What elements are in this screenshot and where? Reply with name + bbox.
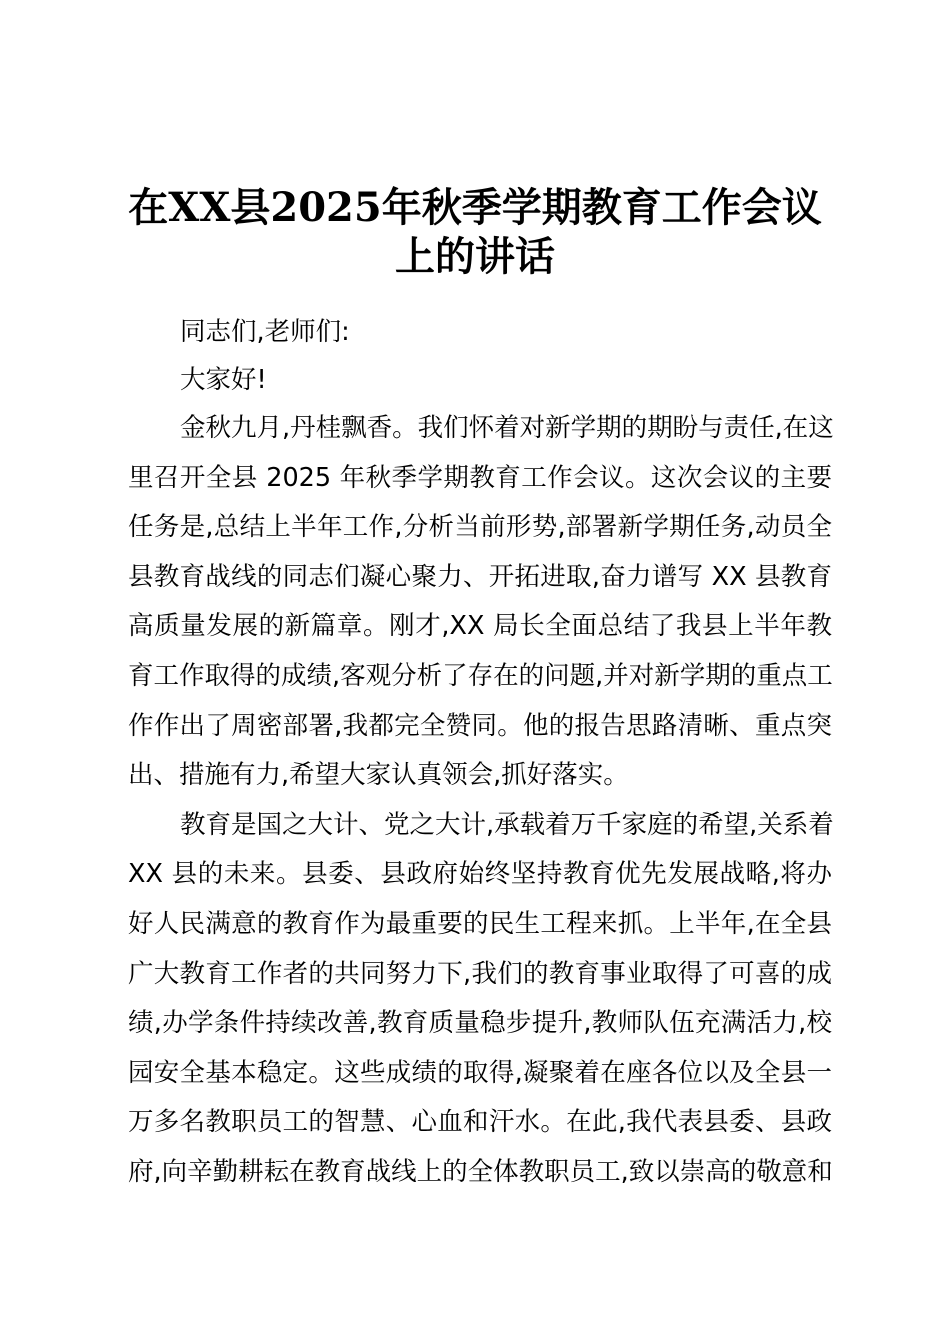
paragraph-line: 育工作取得的成绩,客观分析了存在的问题,并对新学期的重点工	[128, 660, 833, 691]
paragraph-line: 府,向辛勤耕耘在教育战线上的全体教职员工,致以崇高的敬意和	[128, 1156, 833, 1187]
paragraph-line: 广大教育工作者的共同努力下,我们的教育事业取得了可喜的成	[128, 958, 832, 989]
paragraph-line: 出、措施有力,希望大家认真领会,抓好落实。	[128, 760, 629, 791]
paragraph-line: XX 县的未来。县委、县政府始终坚持教育优先发展战略,将办	[128, 859, 832, 890]
paragraph-line: 高质量发展的新篇章。刚才,XX 局长全面总结了我县上半年教	[128, 611, 832, 642]
paragraph-line: 作作出了周密部署,我都完全赞同。他的报告思路清晰、重点突	[128, 710, 832, 741]
paragraph-line: 金秋九月,丹桂飘香。我们怀着对新学期的期盼与责任,在这	[180, 413, 834, 443]
paragraphs	[128, 404, 832, 1198]
paragraph-line: 万多名教职员工的智慧、心血和汗水。在此,我代表县委、县政	[128, 1107, 832, 1138]
paragraph-line: 任务是,总结上半年工作,分析当前形势,部署新学期任务,动员全	[128, 512, 832, 543]
paragraph-line: 好人民满意的教育作为最重要的民生工程来抓。上半年,在全县	[128, 908, 832, 939]
salutation: 同志们,老师们:	[180, 317, 350, 347]
paragraph-line: 绩,办学条件持续改善,教育质量稳步提升,教师队伍充满活力,校	[128, 1008, 832, 1039]
greeting: 大家好!	[180, 365, 267, 395]
document-title-line-2: 上的讲话	[395, 233, 555, 280]
paragraph-line: 教育是国之大计、党之大计,承载着万千家庭的希望,关系着	[180, 809, 834, 840]
paragraph-line: 县教育战线的同志们凝心聚力、开拓进取,奋力谱写 XX 县教育	[128, 561, 832, 592]
paragraph-line: 里召开全县 2025 年秋季学期教育工作会议。这次会议的主要	[128, 462, 832, 493]
document-body	[128, 308, 832, 1198]
paragraph	[128, 404, 832, 801]
document-title-line-1: 在XX县2025年秋季学期教育工作会议	[128, 184, 822, 231]
paragraph	[128, 801, 832, 1198]
paragraph-line: 园安全基本稳定。这些成绩的取得,凝聚着在座各位以及全县一	[128, 1057, 832, 1088]
